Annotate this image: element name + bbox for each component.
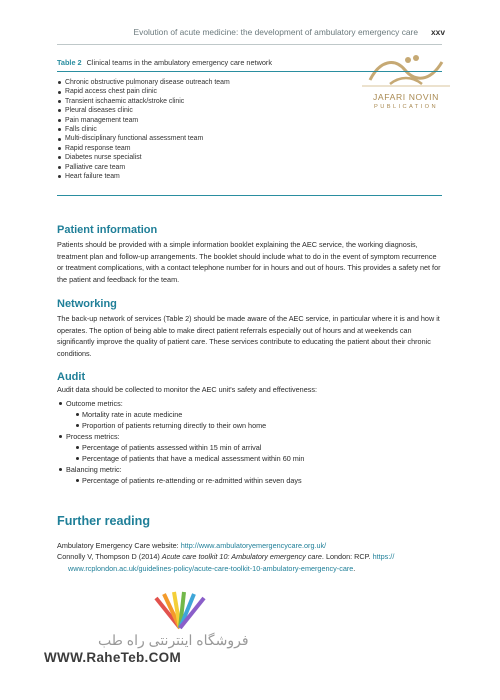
table-item: Palliative care team: [57, 163, 442, 172]
section-heading: Further reading: [57, 514, 151, 528]
table-item: Falls clinic: [57, 125, 442, 134]
reference-text: Ambulatory Emergency Care website:: [57, 541, 181, 550]
raheteb-watermark: [40, 590, 249, 672]
table-caption-text: Clinical teams in the ambulatory emergency care network: [86, 58, 272, 67]
reference-link[interactable]: www.rcplondon.ac.uk/guidelines-policy/acute-care-toolkit-10-ambulatory-emergency-care: [68, 563, 354, 573]
section-heading: Audit: [57, 371, 86, 383]
reference-title: Acute care toolkit 10: Ambulatory emergency care: [161, 552, 322, 562]
table-item: Rapid response team: [57, 144, 442, 153]
running-head-title: Evolution of acute medicine: the development of ambulatory emergency care: [133, 27, 418, 37]
audit-item: Percentage of patients assessed within 15 min of arrival: [66, 442, 443, 453]
networking-section: [57, 298, 443, 359]
table-item: Transient ischaemic attack/stroke clinic: [57, 97, 442, 106]
audit-group: [57, 464, 443, 486]
running-head: [0, 22, 500, 36]
table-list: [57, 78, 442, 181]
audit-item: Mortality rate in acute medicine: [66, 409, 443, 420]
reference-item: [57, 540, 443, 551]
audit-group-label: Process metrics:: [66, 431, 120, 441]
audit-item: Percentage of patients re-attending or re-admitted within seven days: [66, 475, 443, 486]
patient-information-section: [57, 224, 443, 285]
table-label: Table 2: [57, 58, 82, 67]
audit-group: [57, 431, 443, 464]
table-item: Diabetes nurse specialist: [57, 153, 442, 162]
audit-item: Proportion of patients returning directly to their own home: [66, 420, 443, 431]
further-reading-section: [57, 514, 443, 574]
table-item: Pain management team: [57, 116, 442, 125]
table-item: Pleural diseases clinic: [57, 106, 442, 115]
table-item: Multi-disciplinary functional assessment team: [57, 134, 442, 143]
audit-group-label: Balancing metric:: [66, 464, 122, 474]
audit-group: [57, 398, 443, 431]
audit-intro: Audit data should be collected to monitor the AEC unit's safety and effectiveness:: [57, 385, 317, 394]
table-caption: [57, 58, 442, 67]
section-body: Patients should be provided with a simple information booklet explaining the AEC service, the working diagnosis, treatment plan and follow-up arrangements. The booklet should include what to do in the event of symptom recurrence or treatment complications, with a contact telephone number for in hours and out of hours. This provides a safety net for the patient and feedback for the team.: [57, 240, 441, 284]
audit-item: Percentage of patients that have a medical assessment within 60 min: [66, 453, 443, 464]
reference-publisher: . London: RCP.: [321, 552, 373, 562]
reference-link[interactable]: https://: [372, 552, 395, 562]
reference-link[interactable]: http://www.ambulatoryemergencycare.org.uk/: [180, 541, 327, 550]
audit-group-label: Outcome metrics:: [66, 398, 123, 408]
logo-sub: PUBLICATION: [374, 104, 438, 110]
table-bottom-rule: [57, 195, 442, 196]
reference-continuation: [57, 563, 443, 574]
logo-brand: JAFARI NOVIN: [373, 92, 439, 102]
section-heading: Patient information: [57, 224, 158, 236]
page-number: xxv: [431, 27, 445, 37]
table-top-rule: [57, 71, 442, 72]
table-2: [57, 50, 442, 196]
table-item: Rapid access chest pain clinic: [57, 87, 442, 96]
audit-list: [57, 398, 443, 486]
reference-authors: Connolly V, Thompson D (2014): [57, 552, 162, 562]
references: [57, 540, 443, 574]
watermark-persian-text: فروشگاه اینترنتی راه طب: [98, 632, 249, 648]
book-fan-icon: [150, 590, 210, 632]
reference-end: .: [353, 563, 356, 573]
audit-section: [57, 371, 443, 486]
reference-item: [57, 551, 443, 574]
header-rule: [57, 44, 442, 45]
table-item: Heart failure team: [57, 172, 442, 181]
watermark-url: WWW.RaheTeb.COM: [44, 650, 181, 665]
section-heading: Networking: [57, 298, 117, 310]
table-item: Chronic obstructive pulmonary disease outreach team: [57, 78, 442, 87]
section-body: The back-up network of services (Table 2) should be made aware of the AEC service, in particular where it is and how it operates. The option of being able to make direct patient referrals especially out of hours and at weekends can significantly improve the quality of patient care. These services contribute to educating the patient about their chronic conditions.: [57, 314, 440, 358]
